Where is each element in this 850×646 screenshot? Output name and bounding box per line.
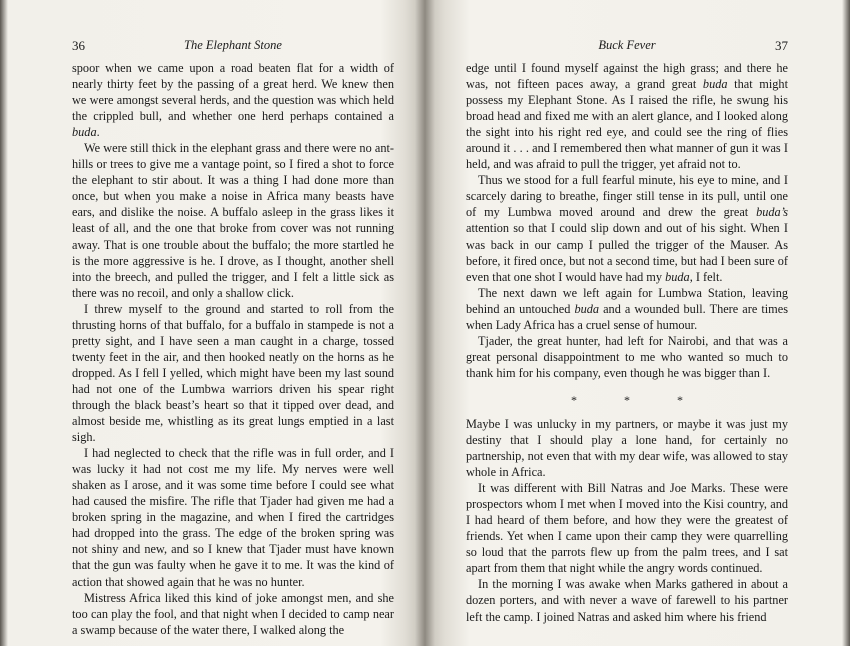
- right-page: [466, 38, 788, 625]
- gutter-shadow: [405, 0, 445, 646]
- right-page-header: [466, 38, 788, 60]
- left-page-header: [72, 38, 394, 60]
- left-page: [72, 38, 394, 638]
- paragraph: We were still thick in the elephant grass and there were no ant-hills or trees to give me a vantage point, so I fired a shot to force the elephant to stir about. It was a thing I had done more than once, but when you make a noise in Africa many beasts have ears, and dislike the noise. A buffalo asleep in the grass likes it least of all, and the one that broke from cover was not running away. That is one trouble about the buffalo; the more startled he is the more aggressive is he. I drove, as I thought, another shell into the breech, and pulled the trigger, and I felt a little sick as there was no recoil, and only a shallow click.: [72, 141, 394, 300]
- paragraph: Tjader, the great hunter, had left for Nairobi, and that was a great personal disappointment to me who wanted so much to thank him for his company, even though he was bigger than I.: [466, 333, 788, 380]
- left-page-body: [72, 60, 394, 638]
- running-title-right: Buck Fever: [598, 38, 656, 52]
- paragraph: I had neglected to check that the rifle was in full order, and I was lucky it had not cost me my life. My nerves were well shaken as I arose, and it was some time before I could see what had caused the misfire. The rifle that Tjader had given me had a broken spring in the magazine, and when I fired the cartridges had dropped into the grass. The edge of the broken spring was not shiny and new, and so I knew that Tjader must have known that the gun was faulty when he gave it to me. It was the kind of action that showed again that he was no hunter.: [72, 446, 394, 589]
- paragraph: Thus we stood for a full fearful minute, his eye to mine, and I scarcely daring to breathe, finger still tense in its pull, until one of my Lumbwa moved around and drew the great buda’s attention so that I could slip down and out of his sight. When I was back in our camp I pulled the trigger of the Mauser. As before, it fired once, but not a second time, but had I been sure of even that one shot I would have had my buda, I felt.: [466, 173, 788, 284]
- paragraph: Maybe I was unlucky in my partners, or maybe it was just my destiny that I should play a lone hand, for certainly no partnership, not even that with my dear wife, was allowed to stay whole in Africa.: [466, 416, 788, 480]
- running-title-left: The Elephant Stone: [184, 38, 282, 52]
- paragraph: In the morning I was awake when Marks gathered in about a dozen porters, and with never a wave of farewell to his partner left the camp. I joined Natras and asked him where his friend: [466, 577, 788, 624]
- paragraph: edge until I found myself against the high grass; and there he was, not fifteen paces away, a grand great buda that might possess my Elephant Stone. As I raised the rifle, he swung his broad head and fixed me with an alert glance, and I looked along the sight into his right red eye, and could see the ring of flies around it . . . and I remembered then what manner of gun it was I held, and was afraid to pull the trigger, yet afraid not to.: [466, 61, 788, 172]
- paragraph: It was different with Bill Natras and Joe Marks. These were prospectors whom I met when I moved into the Kisi country, and I had heard of them before, and how they were the greatest of friends. Yet when I came upon their camp they were quarrelling so loud that the parrots flew up from the palm trees, and I sat apart from them that night while the angry words continued.: [466, 481, 788, 576]
- right-page-body: [466, 60, 788, 625]
- page-number-right: 37: [775, 38, 788, 53]
- paragraph: I threw myself to the ground and started to roll from the thrusting horns of that buffalo, for a buffalo in stampede is not a pretty sight, and I have seen a man caught in a charge, tossed twenty feet in the air, and then hooked neatly on the horns as he dropped. As I fell I yelled, which might have been my last sound had not one of the Lumbwa warriors driven his spear right through the black beast’s heart so that it tipped over dead, and almost beside me, whistling as its great lungs emptied in a last sigh.: [72, 301, 394, 445]
- paragraph: The next dawn we left again for Lumbwa Station, leaving behind an untouched buda and a wounded bull. There are times when Lady Africa has a cruel sense of humour.: [466, 285, 788, 332]
- paragraph: Mistress Africa liked this kind of joke amongst men, and she too can play the fool, and that night when I decided to camp near a swamp because of the water there, I walked along the: [72, 590, 394, 637]
- section-break: * * *: [571, 392, 705, 407]
- paragraph: spoor when we came upon a road beaten flat for a width of nearly thirty feet by the passing of a great herd. We knew then we were amongst several herds, and the question was which held the crippled bull, and whether one herd perhaps contained a buda.: [72, 61, 394, 140]
- page-number-left: 36: [72, 38, 85, 53]
